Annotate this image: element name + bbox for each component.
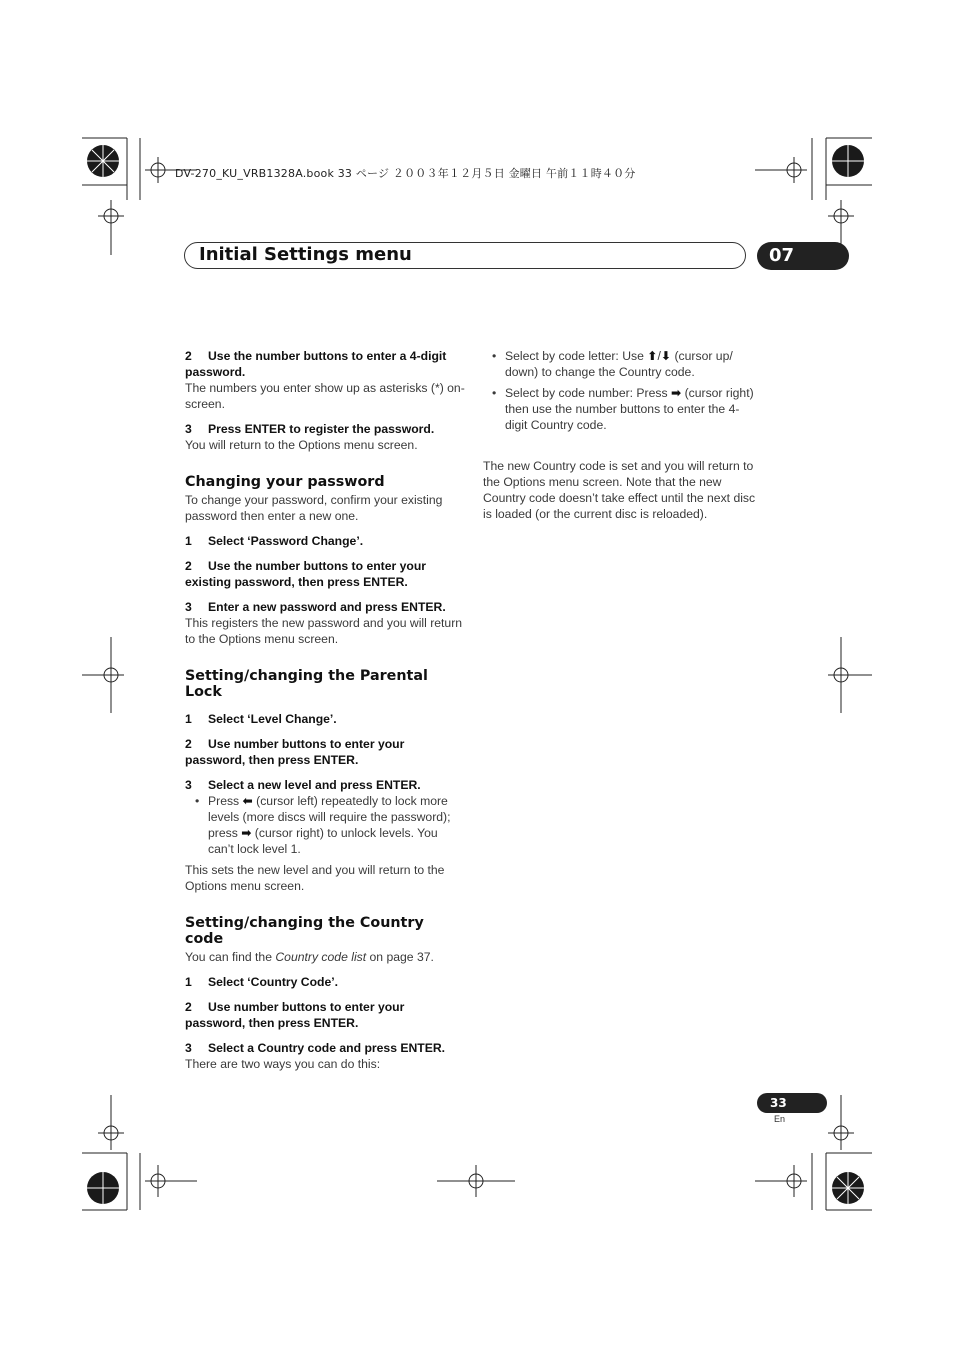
change-password-step-1: 1 Select ‘Password Change’. [185, 534, 364, 548]
parental-step-2: 2 Use number buttons to enter your password, then press ENTER. [185, 737, 405, 767]
change-password-intro: To change your password, confirm your existing password then enter a new one. [185, 493, 443, 523]
parental-step-3: 3 Select a new level and press ENTER. [185, 778, 421, 792]
cursor-right-icon: ➡ [241, 826, 252, 840]
country-step-1: 1 Select ‘Country Code’. [185, 975, 339, 989]
step-3: 3 Press ENTER to register the password. [185, 422, 435, 436]
step-2-body: The numbers you enter show up as asterisks (*) on-screen. [185, 381, 465, 411]
heading-change-password: Changing your password [185, 474, 385, 490]
heading-country-code: Setting/changing the Country code [185, 915, 424, 947]
page-number: 33 [757, 1093, 827, 1113]
country-result-paragraph: The new Country code is set and you will return to the Options menu screen. Note that the new Country code doesn’t take effect until the next disc is loaded (or the current disc is reloaded). [483, 459, 756, 521]
country-step-3: 3 Select a Country code and press ENTER. [185, 1041, 446, 1055]
change-password-step-3-body: This registers the new password and you will return to the Options menu screen. [185, 616, 463, 646]
print-header: DV-270_KU_VRB1328A.book 33 ページ ２００３年１２月５日 金曜日 午前１１時４０分 [175, 167, 636, 180]
chapter-number: 07 [757, 242, 849, 270]
parental-step-1: 1 Select ‘Level Change’. [185, 712, 337, 726]
change-password-step-2: 2 Use the number buttons to enter your existing password, then press ENTER. [185, 559, 427, 589]
heading-parental-lock: Setting/changing the Parental Lock [185, 668, 428, 700]
code-letter-bullet: • Select by code letter: Use ⬆/⬇ (cursor up/ down) to change the Country code. [483, 348, 761, 380]
change-password-step-3: 3 Enter a new password and press ENTER. [185, 600, 446, 614]
country-intro: You can find the Country code list on page 37. [185, 950, 434, 964]
parental-outro: This sets the new level and you will return to the Options menu screen. [185, 863, 445, 893]
code-number-bullet: • Select by code number: Press ➡ (cursor right) then use the number buttons to enter the 4-digit Country code. [483, 385, 761, 433]
cursor-right-icon: ➡ [670, 386, 682, 400]
country-step-2: 2 Use number buttons to enter your password, then press ENTER. [185, 1000, 405, 1030]
parental-bullet: • Press ⬅ (cursor left) repeatedly to lock more levels (more discs will require the password); press ➡ (cursor right) to unlock levels. You can’t lock level 1. [185, 793, 465, 857]
country-step-3-body: There are two ways you can do this: [185, 1057, 381, 1071]
cursor-down-icon: ⬇ [660, 349, 672, 363]
step-2: 2 Use the number buttons to enter a 4-digit password. [185, 349, 447, 379]
cursor-left-icon: ⬅ [242, 794, 253, 808]
step-3-body: You will return to the Options menu screen. [185, 438, 418, 452]
cursor-up-icon: ⬆ [647, 349, 658, 363]
left-column [185, 348, 465, 1072]
right-column [483, 348, 761, 522]
page-language: En [774, 1114, 786, 1124]
page-title: Initial Settings menu [199, 244, 412, 265]
